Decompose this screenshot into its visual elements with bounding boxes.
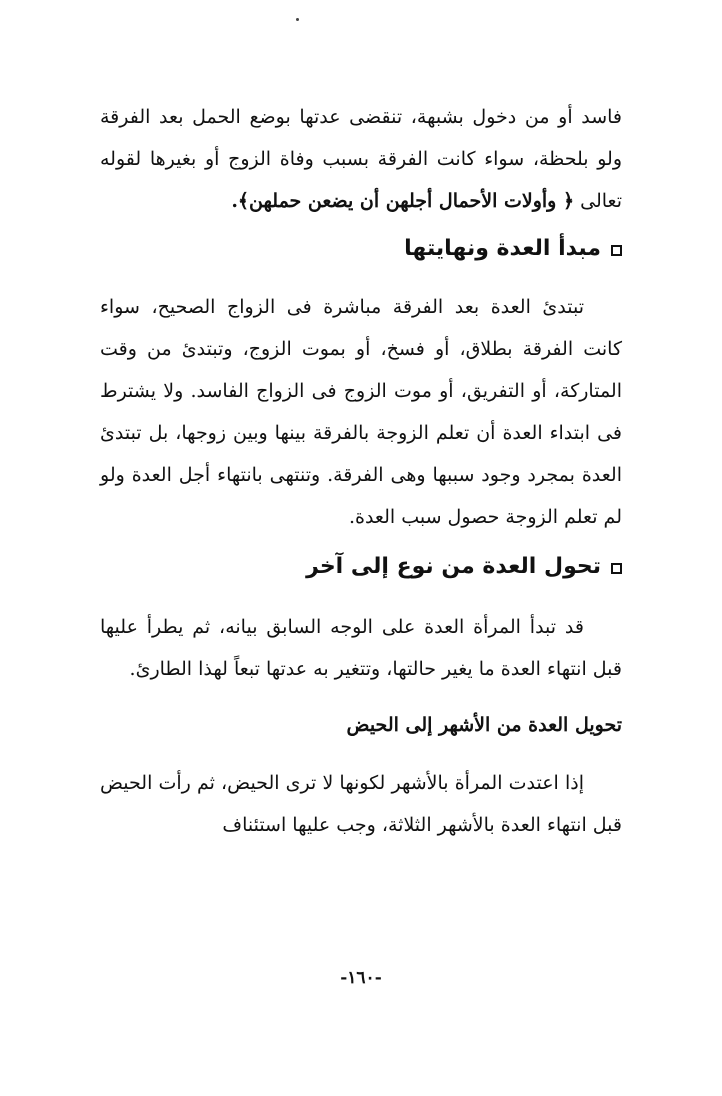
document-page <box>100 96 622 846</box>
section-heading-transformation <box>100 550 622 584</box>
subsection-heading-months-to-menstruation: تحويل العدة من الأشهر إلى الحيض <box>346 714 622 736</box>
page-number: -١٦٠- <box>340 968 382 988</box>
paragraph-transformation: قد تبدأ المرأة العدة على الوجه السابق بيانه، ثم يطرأ عليها قبل انتهاء العدة ما يغير حالتها، وتتغير به عدتها تبعاً لهذا الطارئ. <box>100 616 622 680</box>
paragraph-start-and-end: تبتدئ العدة بعد الفرقة مباشرة فى الزواج الصحيح، سواء كانت الفرقة بطلاق، أو فسخ، أو بموت الزوج، وتبتدئ من وقت المتاركة، أو التفريق، أو موت الزوج فى الزواج الفاسد. ولا يشترط فى ابتداء العدة أن تعلم الزوجة بالفرقة بينها وبين زوجها، بل تبتدئ العدة بمجرد وجود سببها وهى الفرقة. وتنتهى بانتهاء أجل العدة ولو لم تعلم الزوجة حصول سبب العدة. <box>100 296 622 528</box>
section-heading-start-and-end <box>100 232 622 266</box>
square-bullet-icon <box>611 563 622 574</box>
paragraph-pregnancy-waiting-period <box>100 96 622 222</box>
paragraph-text: فاسد أو من دخول بشبهة، تنقضى عدتها بوضع الحمل بعد الفرقة ولو بلحظة، سواء كانت الفرقة بسبب وفاة الزوج أو بغيرها لقوله تعالى <box>100 106 622 212</box>
paragraph-months-to-menstruation: إذا اعتدت المرأة بالأشهر لكونها لا ترى الحيض، ثم رأت الحيض قبل انتهاء العدة بالأشهر الثلاثة، وجب عليها استئناف <box>100 772 622 836</box>
quran-quote: ﴿ وأولات الأحمال أجلهن أن يضعن حملهن﴾. <box>231 190 575 212</box>
scan-speck <box>296 18 299 21</box>
square-bullet-icon <box>611 245 622 256</box>
section-heading-text: مبدأ العدة ونهايتها <box>404 236 601 261</box>
section-heading-text: تحول العدة من نوع إلى آخر <box>306 554 601 579</box>
